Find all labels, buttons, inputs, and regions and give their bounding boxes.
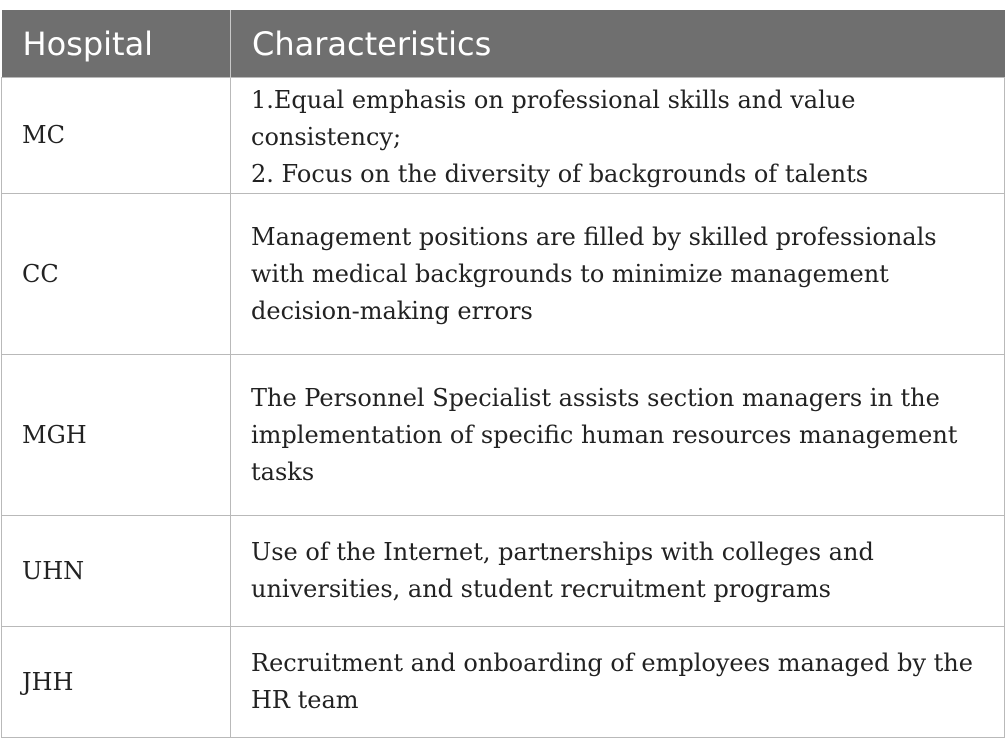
table-header [2, 10, 1005, 78]
hospital-characteristics-table [1, 10, 1005, 738]
hospital-cell: JHH [2, 627, 231, 738]
table-row [2, 78, 1005, 194]
characteristics-line: 1.Equal emphasis on professional skills and value consistency; [251, 86, 856, 151]
table-row [2, 355, 1005, 516]
header-row [2, 10, 1005, 78]
hospital-cell: CC [2, 194, 231, 355]
table-row [2, 627, 1005, 738]
header-hospital: Hospital [2, 10, 231, 78]
hospital-cell: MC [2, 78, 231, 194]
hospital-cell: UHN [2, 516, 231, 627]
characteristics-cell: Use of the Internet, partnerships with colleges and universities, and student recruitment programs [231, 516, 1005, 627]
table-row [2, 516, 1005, 627]
characteristics-cell: Recruitment and onboarding of employees managed by the HR team [231, 627, 1005, 738]
header-characteristics: Characteristics [231, 10, 1005, 78]
characteristics-line: 2. Focus on the diversity of backgrounds of talents [251, 160, 869, 188]
characteristics-cell: The Personnel Specialist assists section managers in the implementation of specific human resources management tasks [231, 355, 1005, 516]
characteristics-cell: Management positions are filled by skilled professionals with medical backgrounds to minimize management decision-making errors [231, 194, 1005, 355]
characteristics-cell [231, 78, 1005, 194]
table-body [2, 78, 1005, 738]
hospital-cell: MGH [2, 355, 231, 516]
table-row [2, 194, 1005, 355]
